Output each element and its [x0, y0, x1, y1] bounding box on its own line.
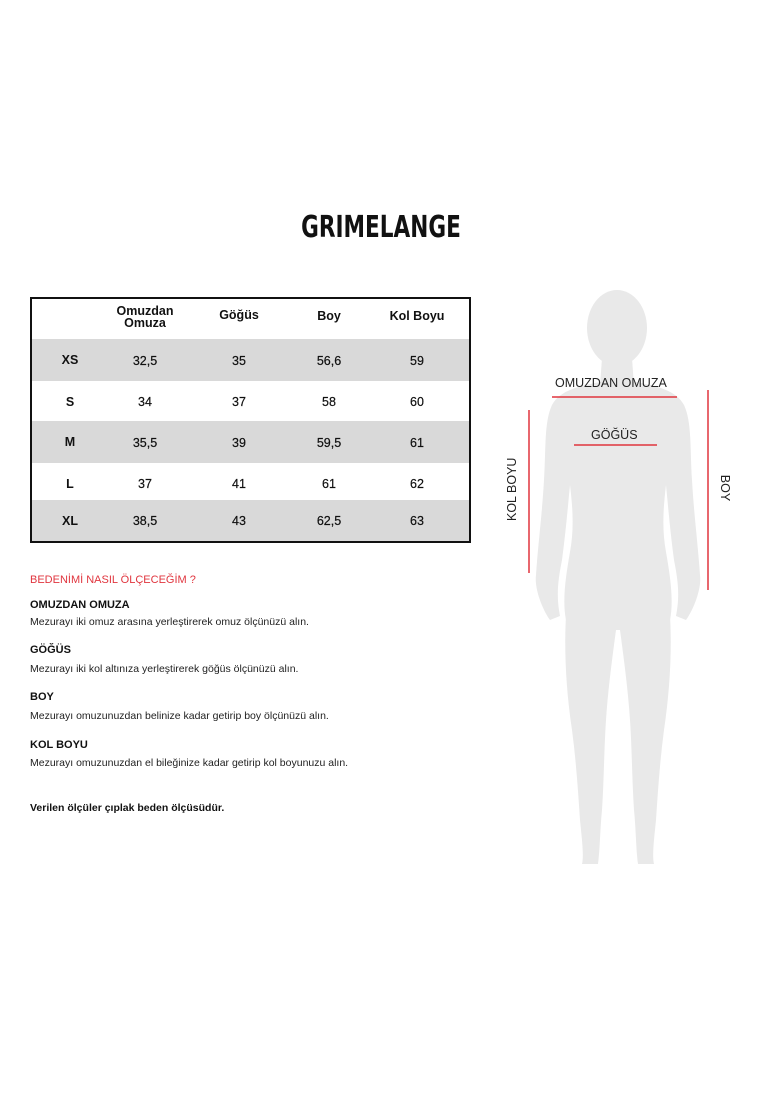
table-header-row — [32, 299, 469, 339]
table-row — [32, 463, 469, 500]
measurement-note: Verilen ölçüler çıplak beden ölçüsüdür. — [30, 802, 225, 814]
guide-text-omuz: Mezurayı iki omuz arasına yerleştirerek omuz ölçünüzü alın. — [30, 616, 309, 628]
value-boy: 59,5 — [316, 436, 342, 450]
guide-head-kol: KOL BOYU — [30, 739, 88, 751]
table-row — [32, 421, 469, 463]
guide-head-boy: BOY — [30, 691, 54, 703]
guide-head-omuz: OMUZDAN OMUZA — [30, 599, 130, 611]
value-kol: 63 — [410, 514, 424, 528]
guide-text-boy: Mezurayı omuzunuzdan belinize kadar getirip boy ölçünüzü alın. — [30, 710, 329, 722]
table-row — [32, 339, 469, 381]
value-omuz: 35,5 — [132, 436, 158, 450]
guide-text-kol: Mezurayı omuzunuzdan el bileğinize kadar getirip kol boyunuzu alın. — [30, 757, 349, 769]
value-gogus: 43 — [232, 514, 246, 528]
value-gogus: 41 — [232, 477, 246, 491]
size-table — [30, 297, 471, 543]
guide-title: BEDENİMİ NASIL ÖLÇECEĞİM ? — [30, 574, 196, 586]
header-boy: Boy — [317, 309, 341, 323]
label-chest: GÖĞÜS — [591, 428, 638, 442]
value-boy: 61 — [322, 477, 336, 491]
size-label: XL — [62, 514, 78, 528]
header-omuzdan-line1: Omuzdan — [116, 304, 174, 318]
header-gogus: Göğüs — [219, 308, 259, 322]
body-figure — [500, 290, 762, 870]
guide-head-gogus: GÖĞÜS — [30, 644, 71, 656]
size-label: L — [66, 477, 74, 491]
label-length: BOY — [718, 474, 733, 502]
value-boy: 56,6 — [316, 354, 342, 368]
header-omuzdan-omuza — [110, 305, 180, 329]
value-gogus: 39 — [232, 436, 246, 450]
size-label: M — [64, 435, 76, 449]
value-boy: 58 — [322, 395, 336, 409]
value-kol: 59 — [410, 354, 424, 368]
label-shoulder: OMUZDAN OMUZA — [555, 376, 667, 390]
value-omuz: 38,5 — [132, 514, 158, 528]
value-gogus: 35 — [232, 354, 246, 368]
guide-text-gogus: Mezurayı iki kol altınıza yerleştirerek göğüs ölçünüzü alın. — [30, 663, 299, 675]
table-row — [32, 381, 469, 421]
brand-logo: GRIMELANGE — [301, 210, 461, 245]
label-sleeve: KOL BOYU — [505, 457, 519, 521]
table-row — [32, 500, 469, 541]
value-omuz: 37 — [138, 477, 152, 491]
header-omuzdan-line2: Omuza — [124, 316, 166, 330]
value-kol: 61 — [410, 436, 424, 450]
value-omuz: 32,5 — [132, 354, 158, 368]
value-omuz: 34 — [138, 395, 152, 409]
value-kol: 62 — [410, 477, 424, 491]
value-kol: 60 — [410, 395, 424, 409]
value-gogus: 37 — [232, 395, 246, 409]
value-boy: 62,5 — [316, 514, 342, 528]
size-label: XS — [61, 353, 79, 367]
header-kol-boyu: Kol Boyu — [389, 309, 445, 323]
size-label: S — [65, 395, 75, 409]
